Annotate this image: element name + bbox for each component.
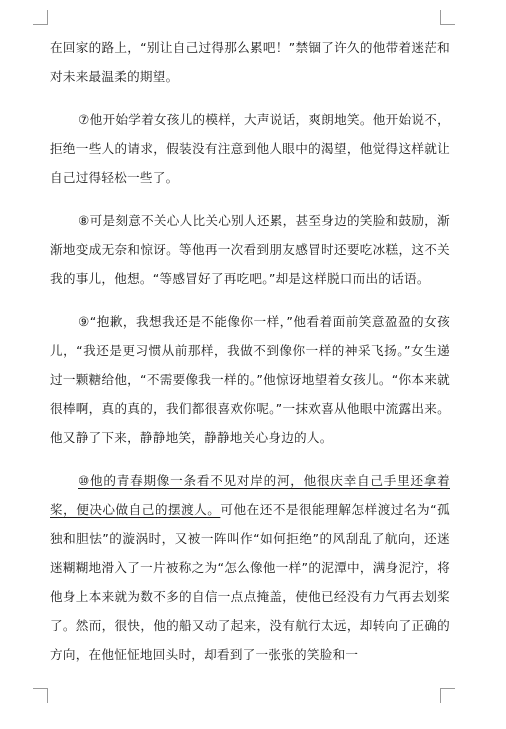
paragraph-8: ⑧可是刻意不关心人比关心别人还累，甚至身边的笑脸和鼓励，渐渐地变成无奈和惊讶。等他再一次看到朋友感冒时还要吃冰糕，这不关我的事儿，他想。“等感冒好了再吃吧。”却是这样脱口而出的话语。: [50, 213, 450, 286]
margin-mark-bottom-right: [440, 688, 455, 703]
paragraph-7: ⑦他开始学着女孩儿的模样，大声说话，爽朗地笑。他开始说不，拒绝一些人的请求，假装没有注意到他人眼中的渴望，他觉得这样就让自己过得轻松一些了。: [50, 112, 450, 185]
margin-mark-top-right: [440, 10, 455, 25]
paragraph-10-rest: 可他在还不是很能理解怎样渡过名为“孤独和胆怯”的漩涡时，又被一阵叫作“如何拒绝”的风刮乱了航向，还迷迷糊糊地滑入了一片被称之为“怎么像他一样”的泥潭中，满身泥泞，将他身上本来就为数不多的自信一点点掩盖，使他已经没有力气再去划桨了。然而，很快，他的船又动了起来，没有航行太远，却转向了正确的方向，在他怔怔地回头时，却看到了一张张的笑脸和一: [50, 502, 451, 662]
margin-mark-bottom-left: [33, 688, 48, 703]
margin-mark-top-left: [33, 10, 48, 25]
paragraph-continuation: 在回家的路上，“别让自己过得那么累吧！”禁锢了许久的他带着迷茫和对未来最温柔的期望。: [50, 40, 450, 84]
document-body: [50, 33, 450, 683]
paragraph-10: [50, 466, 450, 669]
paragraph-9: ⑨“抱歉，我想我还是不能像你一样，”他看着面前笑意盈盈的女孩儿，“我还是更习惯从前那样，我做不到像你一样的神采飞扬。”女生递过一颗糖给他，“不需要像我一样的。”他惊讶地望着女孩儿。“你本来就很棒啊，真的真的，我们都很喜欢你呢。”一抹欢喜从他眼中流露出来。他又静了下来，静静地笑，静静地关心身边的人。: [50, 314, 450, 445]
underlined-sentence: ⑩他的青春期像一条看不见对岸的河，他很庆幸自己手里还拿着桨，便决心做自己的摆渡人。: [50, 473, 450, 517]
